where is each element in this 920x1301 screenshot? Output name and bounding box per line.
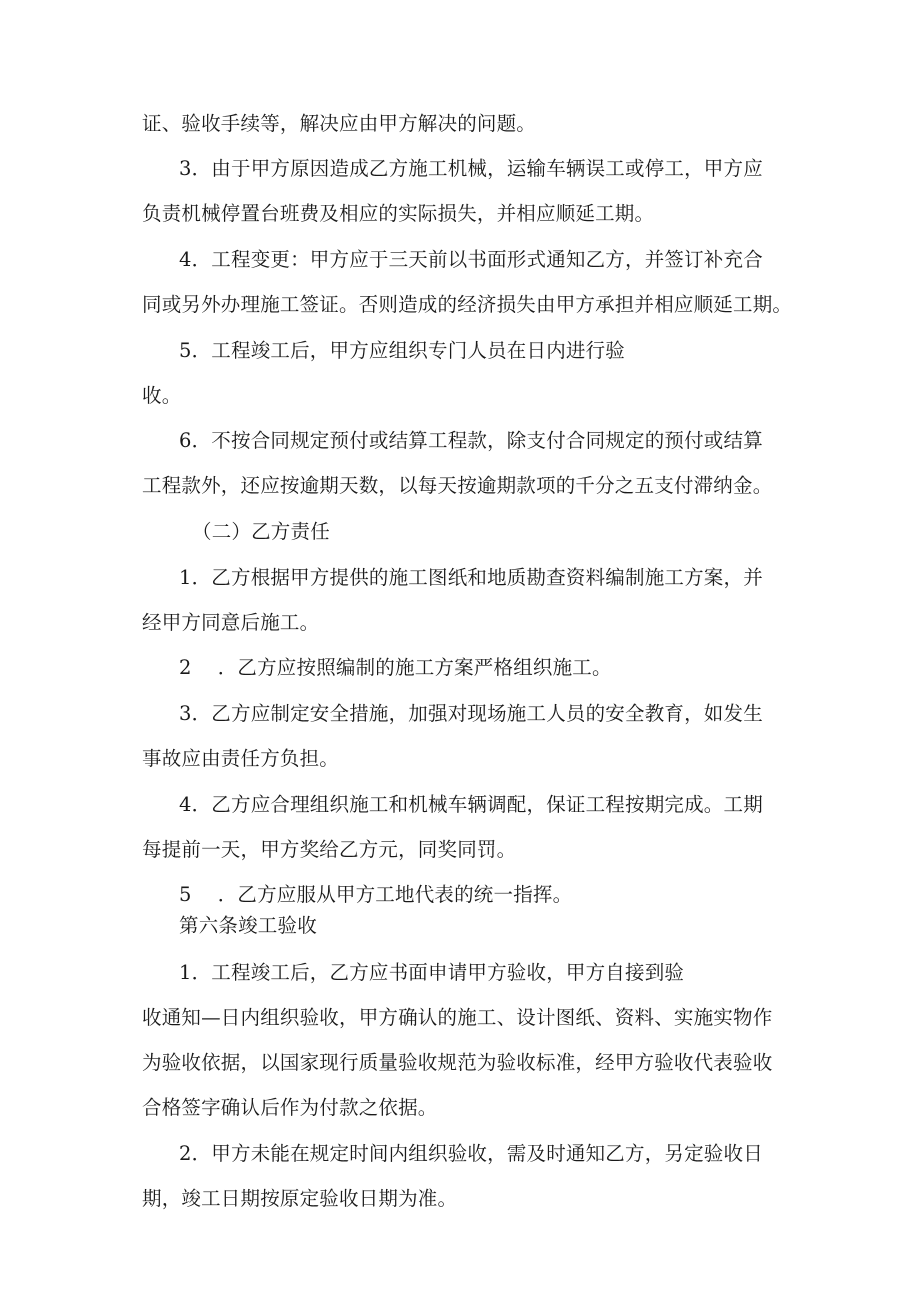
section-heading: （二）乙方责任 [192, 520, 330, 543]
text-line: 合格签字确认后作为付款之依据。 [142, 1096, 438, 1119]
text-line: 6．不按合同规定预付或结算工程款，除支付合同规定的预付或结算 [179, 429, 763, 452]
text-line: 期，竣工日期按原定验收日期为准。 [142, 1187, 458, 1210]
text-line: 事故应由责任方负担。 [142, 747, 340, 770]
text-line: 同或另外办理施工签证。否则造成的经济损失由甲方承担并相应顺延工期。 [142, 293, 793, 316]
text-line: 收。 [142, 384, 182, 407]
text-line: 4．工程变更：甲方应于三天前以书面形式通知乙方，并签订补充合 [179, 248, 763, 271]
article-heading: 第六条竣工验收 [179, 914, 317, 937]
text-line: 2．甲方未能在规定时间内组织验收，需及时通知乙方，另定验收日 [179, 1142, 763, 1165]
text-line: 5．工程竣工后，甲方应组织专门人员在日内进行验 [179, 339, 626, 362]
text-line: 证、验收手续等，解决应由甲方解决的问题。 [142, 112, 537, 135]
text-line: 3．由于甲方原因造成乙方施工机械，运输车辆误工或停工，甲方应 [179, 157, 763, 180]
text-line: 每提前一天，甲方奖给乙方元，同奖同罚。 [142, 838, 517, 861]
text-line: 2 ．乙方应按照编制的施工方案严格组织施工。 [179, 656, 612, 679]
text-line: 1．工程竣工后，乙方应书面申请甲方验收，甲方自接到验 [179, 961, 685, 984]
text-line: 收通知—日内组织验收，甲方确认的施工、设计图纸、资料、实施实物作 [142, 1006, 773, 1029]
text-line: 3．乙方应制定安全措施，加强对现场施工人员的安全教育，如发生 [179, 702, 763, 725]
text-line: 5 ．乙方应服从甲方工地代表的统一指挥。 [179, 883, 573, 906]
text-line: 为验收依据，以国家现行质量验收规范为验收标准，经甲方验收代表验收 [142, 1051, 773, 1074]
text-line: 4．乙方应合理组织施工和机械车辆调配，保证工程按期完成。工期 [179, 793, 763, 816]
text-line: 经甲方同意后施工。 [142, 611, 320, 634]
text-line: 负责机械停置台班费及相应的实际损失，并相应顺延工期。 [142, 202, 655, 225]
text-line: 工程款外，还应按逾期天数，以每天按逾期款项的千分之五支付滞纳金。 [142, 474, 773, 497]
text-line: 1．乙方根据甲方提供的施工图纸和地质勘查资料编制施工方案，并 [179, 566, 763, 589]
